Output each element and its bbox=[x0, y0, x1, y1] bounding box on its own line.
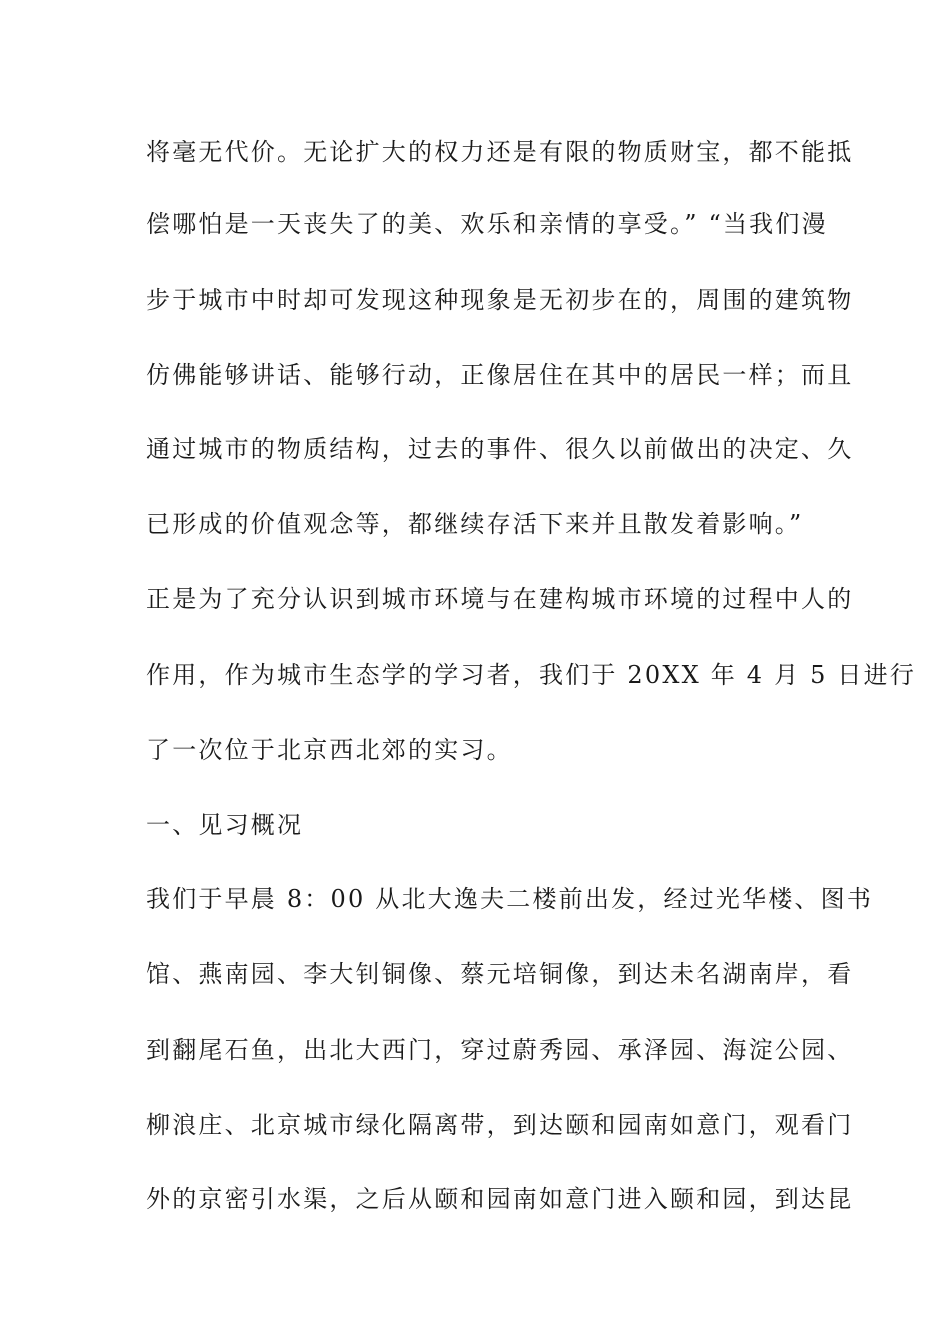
text-line: 到翻尾石鱼，出北大西门，穿过蔚秀园、承泽园、海淀公园、 bbox=[146, 1036, 854, 1064]
text-line: 外的京密引水渠，之后从颐和园南如意门进入颐和园，到达昆 bbox=[146, 1185, 854, 1213]
text-line: 正是为了充分认识到城市环境与在建构城市环境的过程中人的 bbox=[146, 585, 854, 613]
text-line: 通过城市的物质结构，过去的事件、很久以前做出的决定、久 bbox=[146, 435, 854, 463]
text-line: 作用，作为城市生态学的学习者，我们于 20XX 年 4 月 5 日进行 bbox=[146, 661, 917, 689]
text-line: 将毫无代价。无论扩大的权力还是有限的物质财宝，都不能抵 bbox=[146, 138, 854, 166]
text-line: 偿哪怕是一天丧失了的美、欢乐和亲情的享受。” “当我们漫 bbox=[146, 210, 828, 238]
text-line: 仿佛能够讲话、能够行动，正像居住在其中的居民一样；而且 bbox=[146, 361, 854, 389]
section-heading: 一、见习概况 bbox=[146, 811, 304, 839]
text-line: 我们于早晨 8：00 从北大逸夫二楼前出发，经过光华楼、图书 bbox=[146, 885, 874, 913]
text-line: 柳浪庄、北京城市绿化隔离带，到达颐和园南如意门，观看门 bbox=[146, 1111, 854, 1139]
text-line: 馆、燕南园、李大钊铜像、蔡元培铜像，到达未名湖南岸，看 bbox=[146, 960, 854, 988]
text-line: 步于城市中时却可发现这种现象是无初步在的，周围的建筑物 bbox=[146, 286, 854, 314]
text-line: 了一次位于北京西北郊的实习。 bbox=[146, 736, 513, 764]
text-line: 已形成的价值观念等，都继续存活下来并且散发着影响。” bbox=[146, 510, 804, 538]
